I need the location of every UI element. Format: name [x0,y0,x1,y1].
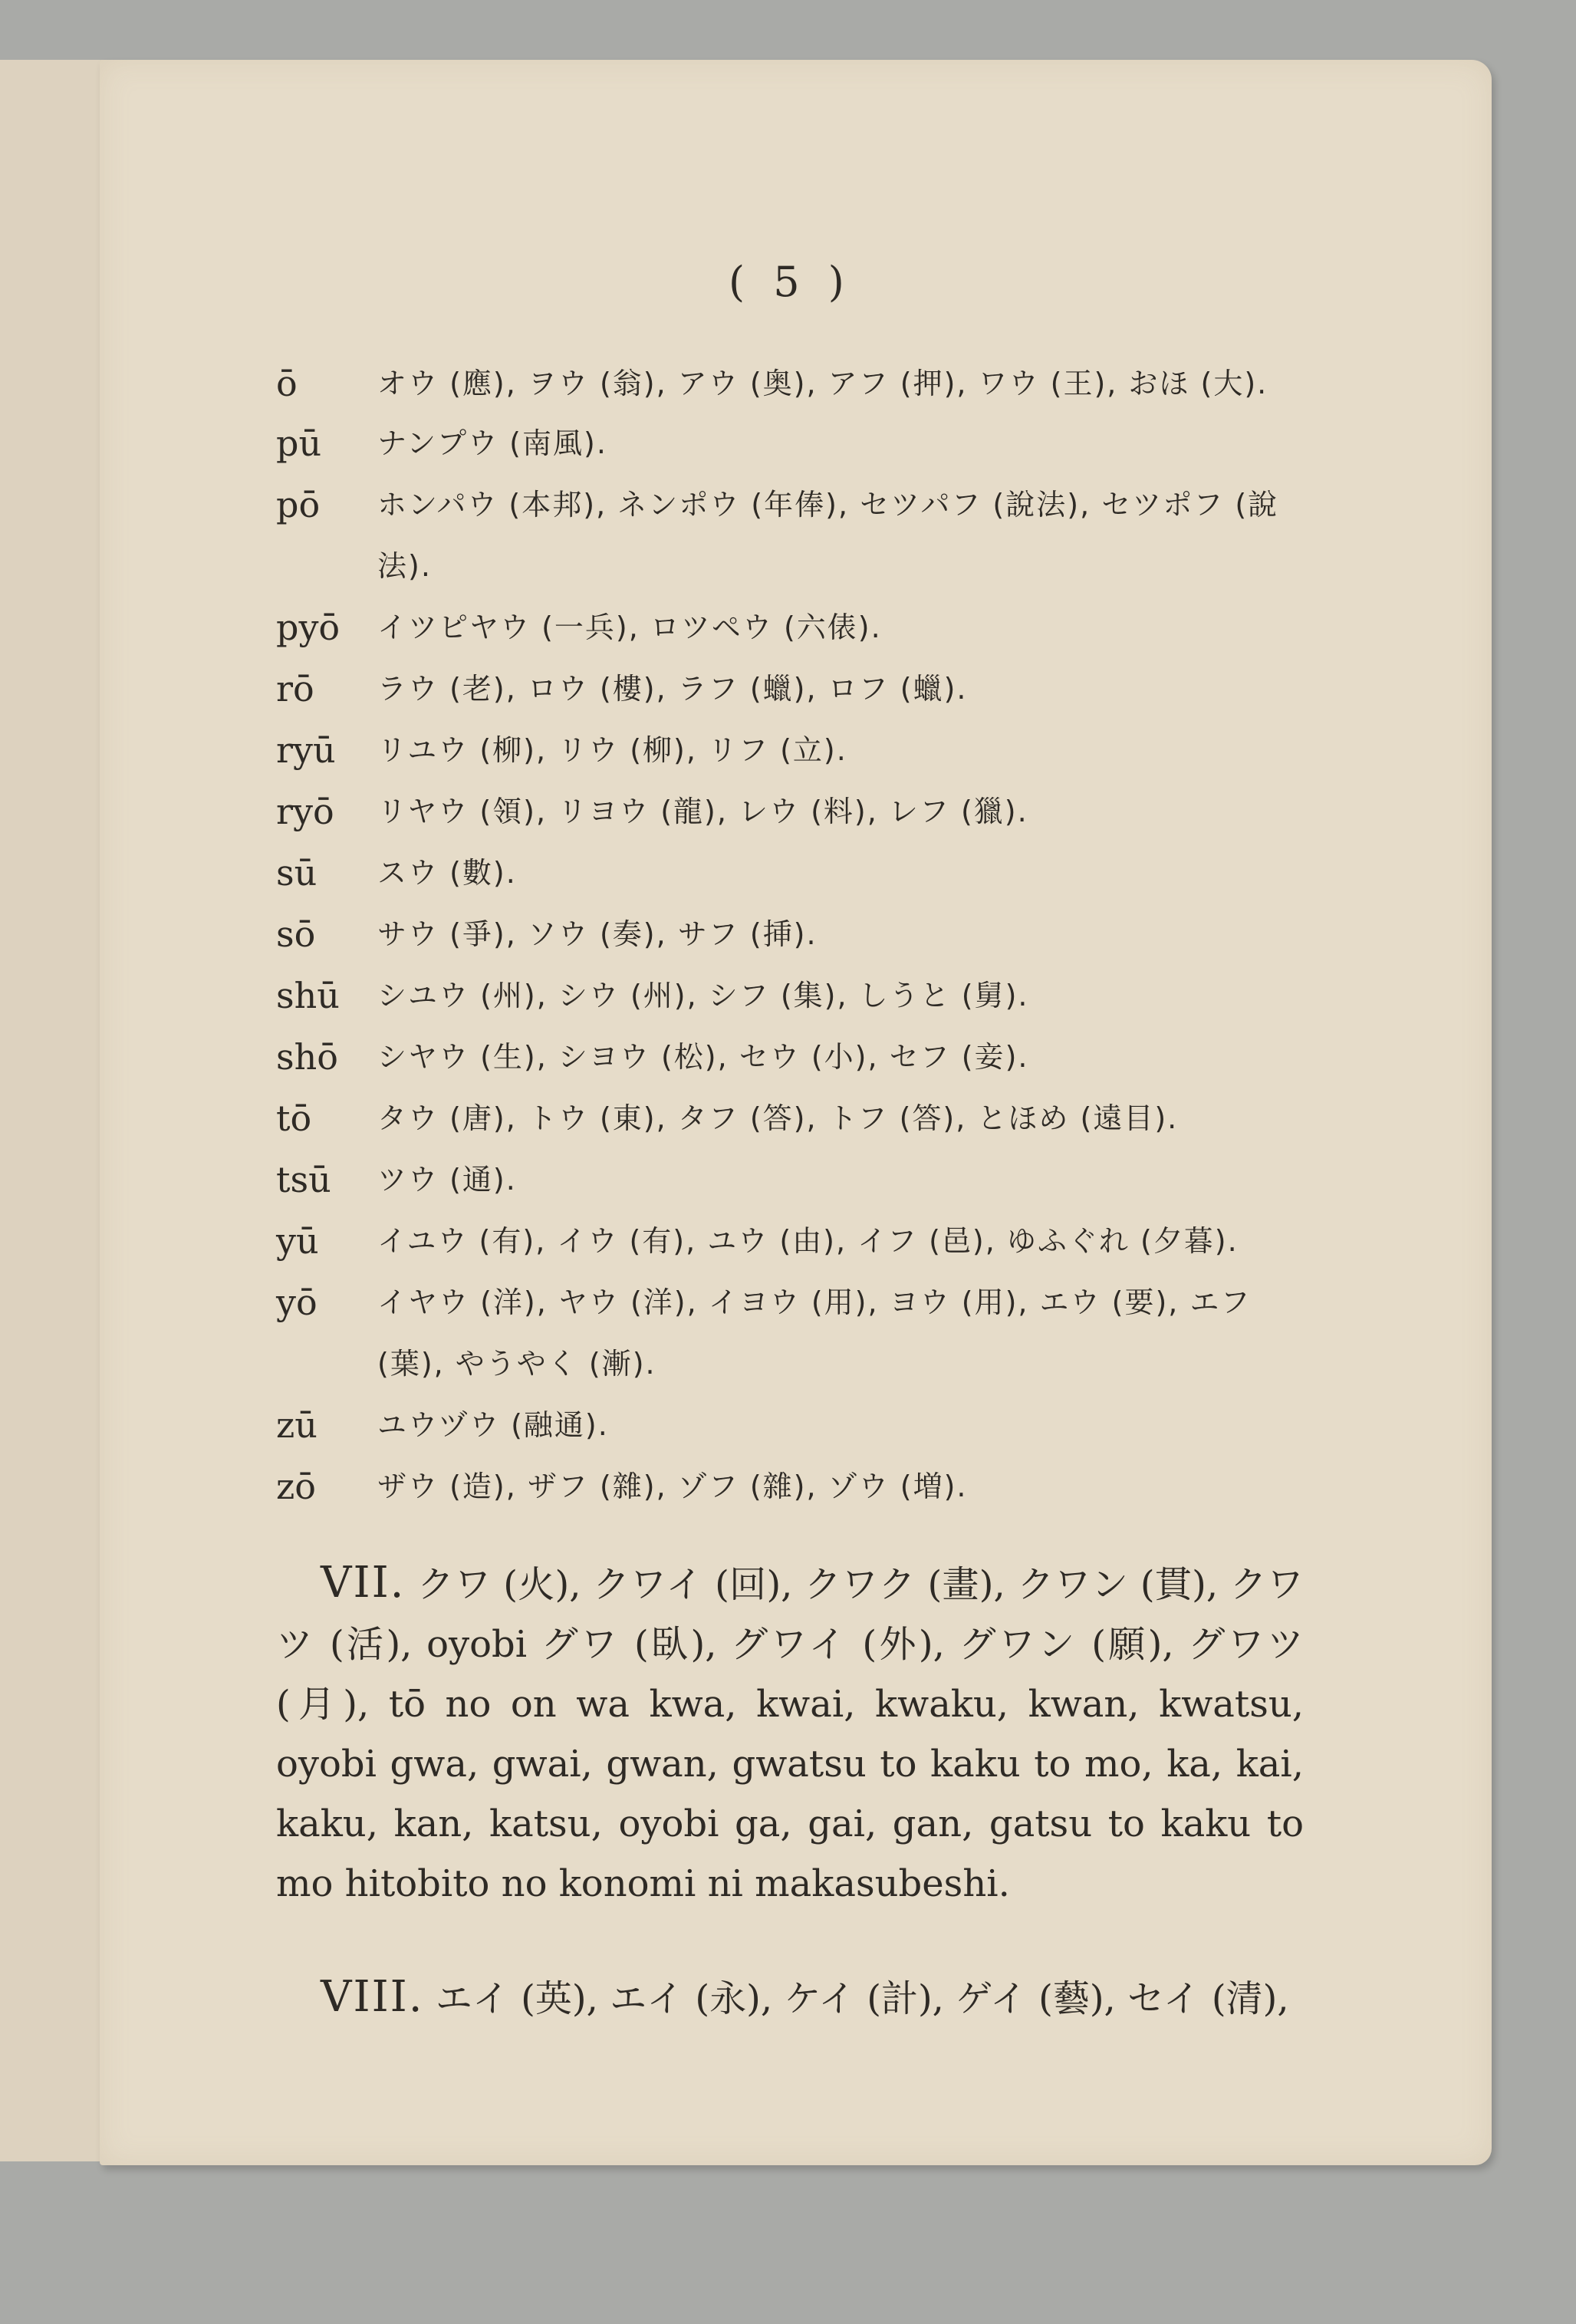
entry-kana: サウ (爭), ソウ (奏), サフ (挿). [377,917,818,951]
entry-row [276,1456,1311,1517]
entry-row [276,904,1311,965]
section-vii [276,1553,1304,1914]
entry-romaji: zū [276,1404,318,1446]
section-text: エイ (英), エイ (永), ケイ (計), ゲイ (藝), セイ (清), [435,1977,1289,2020]
entry-row [276,413,1311,474]
entry-romaji: ō [276,363,298,404]
entry-romaji: pō [276,484,321,525]
entry-row [276,353,1311,414]
entry-romaji: pyō [276,607,341,648]
entry-kana: リユウ (柳), リウ (柳), リフ (立). [377,733,847,767]
entry-romaji: tsū [276,1159,331,1200]
entry-row [276,1149,1311,1210]
entry-kana: シヤウ (生), シヨウ (松), セウ (小), セフ (妾). [377,1040,1029,1074]
entry-romaji: rō [276,668,314,709]
entry-kana: リヤウ (領), リヨウ (龍), レウ (料), レフ (獵). [377,795,1028,828]
entry-romaji: tō [276,1098,312,1139]
entry-romaji: zō [276,1466,316,1507]
entry-kana: ユウヅウ (融通). [377,1408,609,1442]
entry-romaji: ryō [276,791,334,832]
section-number: VII. [321,1558,406,1608]
entry-row [276,965,1311,1026]
section-viii [276,1967,1304,2029]
entry-kana: イヤウ (洋), ヤウ (洋), イヨウ (用), ヨウ (用), エウ (要), エフ (葉), やうやく (漸). [377,1285,1252,1381]
entry-kana: ザウ (造), ザフ (雜), ゾフ (雜), ゾウ (増). [377,1470,968,1503]
section-text: クワ (火), クワイ (回), クワク (畫), クワン (貫), クワツ (活), oyobi グワ (臥), グワイ (外), グワン (願), グワツ (月), tō no on wa kwa, kwai, kwaku, kwan, kwatsu, oyobi gwa, gwai, gwan, gwatsu to kaku to mo, ka, kai, kaku, kan, katsu, oyobi ga, gai, gan, gatsu to kaku to mo hitobito no konomi ni makasubeshi. [276,1563,1304,1905]
entry-romaji: pū [276,423,322,464]
entry-row [276,842,1311,904]
entry-row [276,1088,1311,1149]
entry-row [276,597,1311,658]
entry-kana: タウ (唐), トウ (東), タフ (答), トフ (答), とほめ (遠目). [377,1101,1179,1135]
entry-kana: ラウ (老), ロウ (樓), ラフ (蠟), ロフ (蠟). [377,672,968,706]
entry-romaji: shō [276,1036,338,1078]
entry-kana: ホンパウ (本邦), ネンポウ (年俸), セツパフ (說法), セツポフ (說法). [377,488,1279,583]
entry-kana: イツピヤウ (一兵), ロツペウ (六俵). [377,611,882,644]
entry-romaji: sō [276,913,316,955]
entry-row [276,719,1311,781]
entry-kana: ツウ (通). [377,1163,517,1197]
entry-row [276,1026,1311,1088]
entry-row [276,781,1311,842]
entry-row [276,1272,1311,1394]
entry-row [276,474,1311,597]
entry-row [276,1394,1311,1456]
entry-romaji: yū [276,1220,319,1262]
entry-kana: スウ (數). [377,856,517,890]
entry-romaji: sū [276,852,318,894]
entry-romaji: ryū [276,729,336,771]
entry-kana: シユウ (州), シウ (州), シフ (集), しうと (舅). [377,979,1029,1012]
entry-kana: ナンプウ (南風). [377,426,607,460]
entry-row [276,1210,1311,1272]
entry-romaji: yō [276,1282,318,1323]
entry-row [276,658,1311,719]
section-number: VIII. [321,1972,424,2022]
entry-kana: イユウ (有), イウ (有), ユウ (由), イフ (邑), ゆふぐれ (夕暮). [377,1224,1239,1258]
entry-romaji: shū [276,975,340,1016]
entry-kana: オウ (應), ヲウ (翁), アウ (奥), アフ (押), ワウ (王), おほ (大). [377,367,1268,400]
page-number: ( 5 ) [729,258,852,306]
